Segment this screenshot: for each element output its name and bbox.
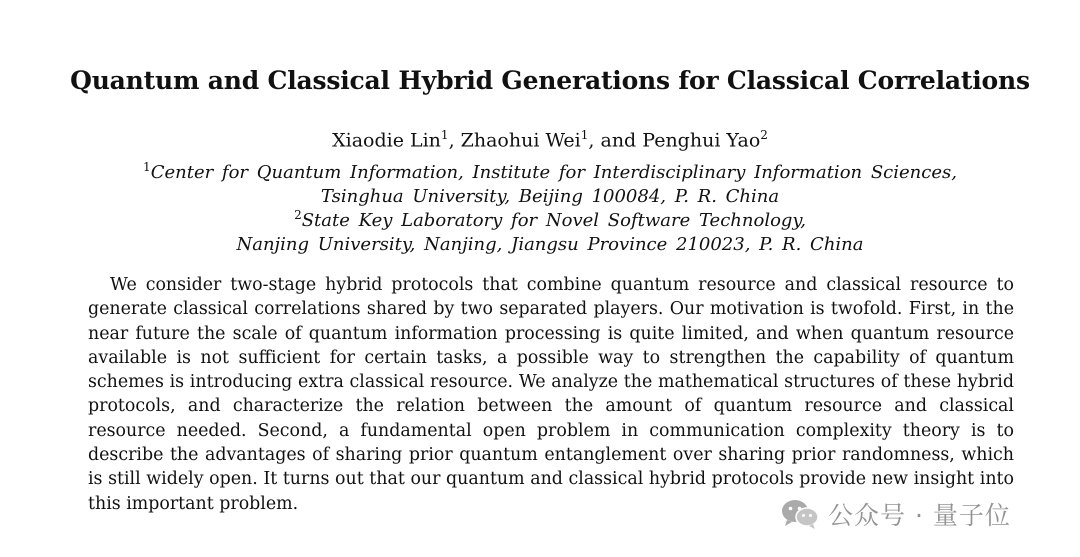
affiliation-line	[0, 155, 1080, 185]
author-name: Penghui Yao	[642, 129, 761, 152]
affiliation-mark: 1	[440, 128, 449, 142]
author-separator: ,	[448, 129, 461, 152]
affiliation-text: Center for Quantum Information, Institute for Interdisciplinary Information Sciences,	[150, 162, 957, 183]
watermark-text: 公众号 · 量子位	[828, 501, 1011, 530]
affiliation-line	[0, 203, 1080, 233]
affiliation-line: Tsinghua University, Beijing 100084, P. R. China	[320, 186, 780, 207]
author-separator: , and	[588, 129, 643, 152]
affiliation-mark: 1	[580, 128, 589, 142]
affiliation-line: Nanjing University, Nanjing, Jiangsu Province 210023, P. R. China	[236, 234, 864, 255]
wechat-icon	[780, 497, 820, 531]
author-list	[0, 128, 1080, 151]
abstract-paragraph: We consider two-stage hybrid protocols that combine quantum resource and classical resource to generate classical correlations shared by two separated players. Our motivation is twofold. First, in the near future the scale of quantum information processing is quite limited, and when quantum resource available is not sufficient for certain tasks, a possible way to strengthen the capability of quantum schemes is introducing extra classical resource. We analyze the mathematical structures of these hybrid protocols, and characterize the relation between the amount of quantum resource and classical resource needed. Second, a fundamental open problem in communication complexity theory is to describe the advantages of sharing prior quantum entanglement over sharing prior randomness, which is still widely open. It turns out that our quantum and classical hybrid protocols provide new insight into this important problem.	[88, 275, 1014, 514]
author-name: Zhaohui Wei	[460, 129, 581, 152]
affiliation-1	[0, 155, 1080, 209]
paper-title: Quantum and Classical Hybrid Generations for Classical Correlations	[70, 66, 1030, 95]
affiliation-mark: 2	[760, 128, 768, 142]
affiliation-text: State Key Laboratory for Novel Software Technology,	[301, 210, 806, 231]
affiliation-2	[0, 203, 1080, 257]
watermark	[780, 494, 1011, 534]
affiliation-mark: 2	[294, 208, 302, 222]
author-name: Xiaodie Lin	[332, 129, 441, 152]
affiliation-mark: 1	[143, 160, 151, 174]
